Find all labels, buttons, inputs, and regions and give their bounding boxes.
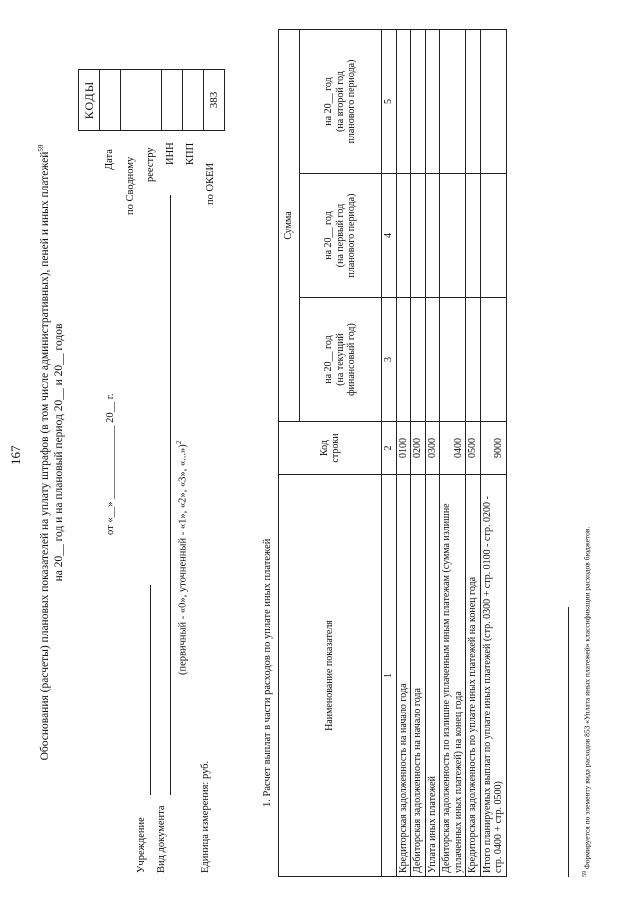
doc-type-hint-mark: 2 bbox=[175, 440, 183, 445]
kpp-label: КПП bbox=[185, 142, 196, 165]
row-value-year2 bbox=[396, 174, 411, 298]
title-text: Обоснования (расчеты) плановых показателей на уплату штрафов (в том числе административных), пеней и иных платежей bbox=[38, 151, 51, 761]
codes-header: КОДЫ bbox=[79, 70, 100, 131]
doc-type-hint-text: (первичный - «0», уточненный - «1», «2», «3», «...») bbox=[177, 444, 189, 675]
row-name: Уплата иных платежей bbox=[425, 475, 440, 877]
title-footnote-mark: 59 bbox=[37, 144, 45, 152]
col-number-2: 2 bbox=[382, 422, 397, 475]
col-number-4: 4 bbox=[382, 174, 397, 298]
row-value-year1 bbox=[411, 298, 426, 422]
code-kpp bbox=[183, 70, 204, 131]
row-code: 0400 bbox=[440, 422, 466, 475]
table-row bbox=[480, 29, 506, 876]
row-code: 0300 bbox=[425, 422, 440, 475]
footnote bbox=[582, 527, 592, 877]
payments-table bbox=[278, 29, 507, 877]
row-name: Итого планируемых выплат по уплате иных платежей (стр. 0300 + стр. 0100 - стр. 0200 - стр. 0400 + стр. 0500) bbox=[480, 475, 506, 877]
table-row bbox=[440, 29, 466, 876]
table-row bbox=[466, 29, 481, 876]
unit-label: Единица измерения: руб. bbox=[200, 760, 211, 873]
row-value-year2 bbox=[425, 174, 440, 298]
row-value-year1 bbox=[440, 298, 466, 422]
document-date-line: от «__» ______________ 20__ г. bbox=[105, 393, 116, 535]
doc-type-hint bbox=[175, 441, 189, 675]
codes-table bbox=[78, 69, 225, 131]
row-name: Дебиторская задолженность по излишне уплаченным иным платежам (сумма излишне уплаченных иных платежей) на конец года bbox=[440, 475, 466, 877]
okei-label: по ОКЕИ bbox=[205, 162, 216, 205]
year2-line1: на 20__ год bbox=[323, 211, 335, 260]
code-inn bbox=[162, 70, 183, 131]
row-value-year3 bbox=[440, 29, 466, 173]
row-value-year2 bbox=[440, 174, 466, 298]
row-value-year2 bbox=[411, 174, 426, 298]
row-value-year3 bbox=[466, 29, 481, 173]
col-header-year3 bbox=[300, 29, 382, 173]
row-value-year1 bbox=[480, 298, 506, 422]
row-code: 9000 bbox=[480, 422, 506, 475]
institution-line bbox=[150, 585, 151, 795]
col-header-name: Наименование показателя bbox=[279, 475, 382, 877]
row-value-year2 bbox=[480, 174, 506, 298]
row-name: Кредиторская задолженность на начало года bbox=[396, 475, 411, 877]
year3-line3: планового периода) bbox=[346, 59, 358, 144]
code-okei: 383 bbox=[204, 70, 225, 131]
row-value-year3 bbox=[480, 29, 506, 173]
footnote-separator bbox=[568, 607, 569, 877]
table-row bbox=[411, 29, 426, 876]
document-subtitle: на 20__ год и на плановый период 20__ и 20__ годов bbox=[53, 323, 65, 582]
footnote-text: Формируется по элементу вида расходов 853 «Уплата иных платежей» классификации расходов бюджетов. bbox=[582, 526, 592, 870]
table-row bbox=[396, 29, 411, 876]
code-date bbox=[100, 70, 121, 131]
col-number-1: 1 bbox=[382, 475, 397, 877]
date-label: Дата bbox=[104, 149, 115, 170]
year2-line2: (на первый год bbox=[334, 203, 346, 268]
year3-line1: на 20__ год bbox=[323, 77, 335, 126]
year2-line3: планового периода) bbox=[346, 193, 358, 278]
row-value-year3 bbox=[396, 29, 411, 173]
year3-line2: (на второй год bbox=[334, 71, 346, 132]
row-name: Дебиторская задолженность на начало года bbox=[411, 475, 426, 877]
row-value-year1 bbox=[425, 298, 440, 422]
col-header-code: Код строки bbox=[279, 422, 382, 475]
institution-label: Учреждение bbox=[136, 817, 147, 873]
col-number-3: 3 bbox=[382, 298, 397, 422]
table-row bbox=[425, 29, 440, 876]
year1-line3: финансовый год) bbox=[346, 323, 358, 396]
document-title bbox=[37, 0, 51, 905]
col-header-year2 bbox=[300, 174, 382, 298]
row-value-year1 bbox=[466, 298, 481, 422]
page-number: 167 bbox=[8, 445, 23, 465]
footnote-mark: 59 bbox=[582, 871, 588, 877]
row-name: Кредиторская задолженность по уплате иных платежей на конец года bbox=[466, 475, 481, 877]
col-header-year1 bbox=[300, 298, 382, 422]
doc-type-line bbox=[170, 195, 171, 795]
row-value-year1 bbox=[396, 298, 411, 422]
year1-line2: (на текущий bbox=[334, 333, 346, 386]
row-code: 0500 bbox=[466, 422, 481, 475]
section-title: 1. Расчет выплат в части расходов по уплате иных платежей bbox=[262, 538, 273, 807]
row-code: 0200 bbox=[411, 422, 426, 475]
code-registry bbox=[121, 70, 162, 131]
registry-label-1: по Сводному bbox=[125, 156, 136, 215]
col-header-sum: Сумма bbox=[279, 29, 300, 421]
row-code: 0100 bbox=[396, 422, 411, 475]
row-value-year3 bbox=[425, 29, 440, 173]
registry-label-2: реестру bbox=[145, 147, 156, 182]
year1-line1: на 20__ год bbox=[323, 335, 335, 384]
col-number-5: 5 bbox=[382, 29, 397, 173]
inn-label: ИНН bbox=[165, 142, 176, 165]
doc-type-label: Вид документа bbox=[156, 805, 167, 873]
row-value-year3 bbox=[411, 29, 426, 173]
row-value-year2 bbox=[466, 174, 481, 298]
